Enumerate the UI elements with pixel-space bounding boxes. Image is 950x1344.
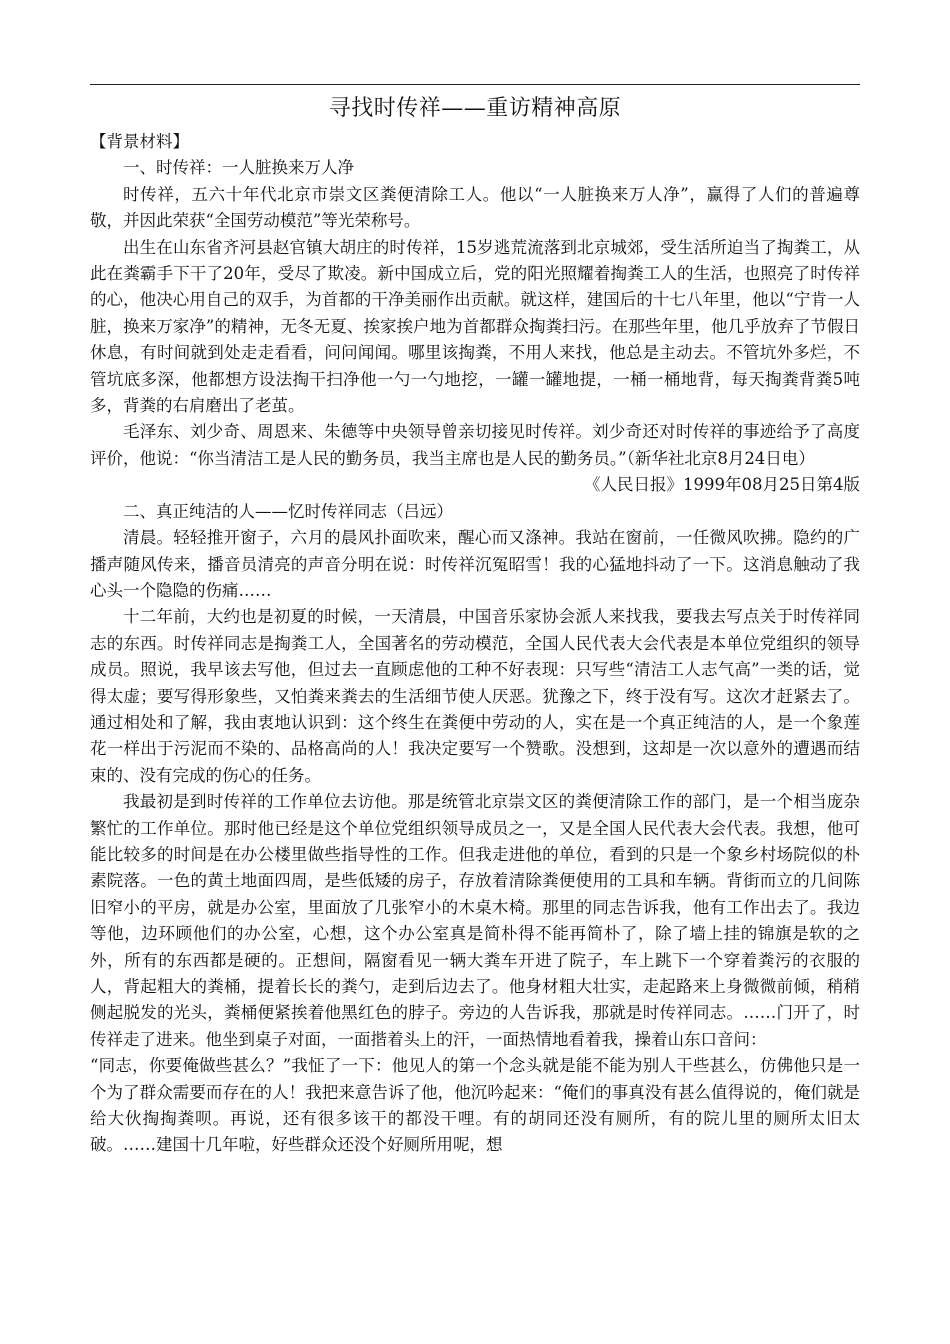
heading-two: 二、真正纯洁的人——忆时传祥同志（吕远）: [123, 501, 453, 521]
document-page: [90, 84, 860, 1159]
heading-one: 一、时传祥：一人脏换来万人净: [123, 158, 354, 178]
paragraph: 清晨。轻轻推开窗子，六月的晨风扑面吹来，醒心而又涤神。我站在窗前，一任微风吹拂。隐约的广播声随风传来，播音员清亮的声音分明在说：时传祥沉冤昭雪！我的心猛地抖动了一下。这消息触动了我心头一个隐隐的伤痛……: [90, 528, 860, 600]
paragraph: 出生在山东省齐河县赵官镇大胡庄的时传祥，15岁逃荒流落到北京城郊，受生活所迫当了掏粪工，从此在粪霸手下干了20年，受尽了欺凌。新中国成立后，党的阳光照耀着掏粪工人的生活，也照亮了时传祥的心，他决心用自己的双手，为首都的干净美丽作出贡献。就这样，建国后的十七八年里，他以“宁肯一人脏，换来万家净”的精神，无冬无夏、挨家挨户地为首都群众掏粪扫污。在那些年里，他几乎放弃了节假日休息，有时间就到处走走看看，问问闻闻。哪里该掏粪，不用人来找，他总是主动去。不管坑外多烂，不管坑底多深，他都想方设法掏干扫净他一勺一勺地挖，一罐一罐地提，一桶一桶地背，每天掏粪背粪5吨多，背粪的右肩磨出了老茧。: [90, 237, 860, 416]
paragraph: 时传祥，五六十年代北京市崇文区粪便清除工人。他以“一人脏换来万人净”，赢得了人们的普遍尊敬，并因此荣获“全国劳动模范”等光荣称号。: [90, 184, 860, 231]
section-label: 【背景材料】: [90, 132, 189, 151]
paragraph: 毛泽东、刘少奇、周恩来、朱德等中央领导曾亲切接见时传祥。刘少奇还对时传祥的事迹给予了高度评价，他说：“你当清洁工是人民的勤务员，我当主席也是人民的勤务员。”（新华社北京8月24日电）: [90, 422, 860, 468]
paragraph: 我最初是到时传祥的工作单位去访他。那是统管北京崇文区的粪便清除工作的部门，是一个相当庞杂繁忙的工作单位。那时他已经是这个单位党组织领导成员之一，又是全国人民代表大会代表。我想，他可能比较多的时间是在办公楼里做些指导性的工作。但我走进他的单位，看到的只是一个象乡村场院似的朴素院落。一色的黄土地面四周，是些低矮的房子，存放着清除粪便使用的工具和车辆。背街而立的几间陈旧窄小的平房，就是办公室，里面放了几张窄小的木桌木椅。那里的同志告诉我，他有工作出去了。我边等他，边环顾他们的办公室，心想，这个办公室真是简朴得不能再简朴了，除了墙上挂的锦旗是软的之外，所有的东西都是硬的。正想间，隔窗看见一辆大粪车开进了院子，车上跳下一个穿着粪污的衣服的人，背起粗大的粪桶，提着长长的粪勺，走到后边去了。他身材粗大壮实，走起路来上身微微前倾，稍稍侧起脱发的光头，粪桶便紧挨着他黑红色的脖子。旁边的人告诉我，那就是时传祥同志。……门开了，时传祥走了进来。他坐到桌子对面，一面揩着头上的汗，一面热情地看着我，操着山东口音问：: [90, 792, 860, 1049]
top-rule: [90, 84, 860, 85]
paragraph: 十二年前，大约也是初夏的时候，一天清晨，中国音乐家协会派人来找我，要我去写点关于时传祥同志的东西。时传祥同志是掏粪工人，全国著名的劳动模范，全国人民代表大会代表是本单位党组织的领导成员。照说，我早该去写他，但过去一直顾虑他的工种不好表现：只写些“清洁工人志气高”一类的话，觉得太虚；要写得形象些，又怕粪来粪去的生活细节使人厌恶。犹豫之下，终于没有写。这次才赶紧去了。通过相处和了解，我由衷地认识到：这个终生在粪便中劳动的人，实在是一个真正纯洁的人，是一个象莲花一样出于污泥而不染的、品格高尚的人！我决定要写一个赞歌。没想到，这却是一次以意外的遭遇而结束的、没有完成的伤心的任务。: [90, 607, 860, 785]
quote-paragraph: “同志，你要俺做些甚么？”我怔了一下：他见人的第一个念头就是能不能为别人干些甚么，仿佛他只是一个为了群众需要而存在的人！我把来意告诉了他，他沉吟起来：“俺们的事真没有甚么值得说的，俺们就是给大伙掏掏粪呗。再说，还有很多该干的都没干哩。有的胡同还没有厕所，有的院儿里的厕所太旧太破。……建国十几年啦，好些群众还没个好厕所用呢，想: [90, 1056, 860, 1155]
page-title: 寻找时传祥——重访精神高原: [328, 96, 622, 121]
source-citation: 《人民日报》1999年08月25日第4版: [584, 475, 860, 495]
